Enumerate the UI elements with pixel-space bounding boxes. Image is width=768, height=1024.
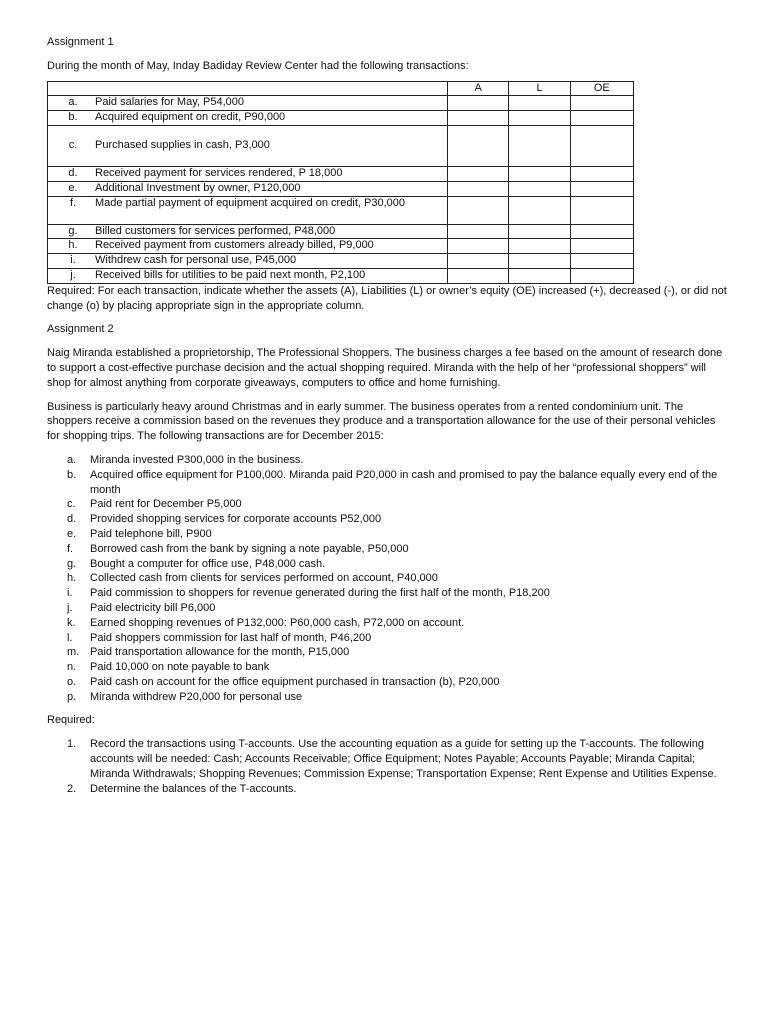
row-text: Acquired equipment on credit, P90,000	[95, 111, 286, 124]
table-row	[48, 125, 634, 166]
list-marker: k.	[67, 616, 76, 629]
list-marker: 2.	[67, 782, 77, 795]
list-text: Acquired office equipment for P100,000. Miranda paid P20,000 in cash and promised to pay the balance equally every end of the month	[90, 468, 718, 496]
row-text: Received bills for utilities to be paid next month, P2,100	[95, 268, 366, 281]
cell-assets[interactable]	[448, 239, 509, 254]
cell-assets[interactable]	[448, 196, 509, 224]
row-letter: d.	[68, 166, 78, 179]
list-item	[47, 527, 727, 542]
cell-owners-equity[interactable]	[570, 166, 633, 181]
cell-owners-equity[interactable]	[570, 268, 633, 283]
list-item	[47, 631, 727, 646]
row-letter: j.	[70, 268, 76, 281]
list-marker: c.	[67, 498, 76, 511]
list-text: Paid shoppers commission for last half of month, P46,200	[90, 631, 372, 644]
list-text: Miranda invested P300,000 in the business.	[90, 453, 304, 466]
list-item	[47, 571, 727, 586]
table-header-row	[48, 81, 634, 96]
cell-liabilities[interactable]	[509, 181, 570, 196]
list-item	[47, 737, 727, 781]
row-text: Made partial payment of equipment acquired on credit, P30,000	[95, 196, 406, 209]
table-row	[48, 254, 634, 269]
row-text: Purchased supplies in cash, P3,000	[95, 139, 270, 152]
cell-owners-equity[interactable]	[570, 196, 633, 224]
table-row	[48, 181, 634, 196]
row-letter: c.	[68, 139, 78, 152]
row-text: Withdrew cash for personal use, P45,000	[95, 254, 297, 267]
list-marker: p.	[67, 690, 77, 703]
cell-assets[interactable]	[448, 224, 509, 239]
assignment2-paragraph-2: Business is particularly heavy around Christmas and in early summer. The business operates from a rented condominium unit. The shoppers receive a commission based on the revenues they produce and a transportation allowance for the use of their personal vehicles for shopping trips. The following transactions are for December 2015:	[47, 400, 716, 443]
table-row	[48, 96, 634, 111]
table-row	[48, 268, 634, 283]
row-letter: i.	[70, 254, 76, 267]
row-letter: h.	[68, 239, 78, 252]
list-text: Paid cash on account for the office equipment purchased in transaction (b), P20,000	[90, 675, 500, 688]
cell-assets[interactable]	[448, 268, 509, 283]
list-marker: b.	[67, 468, 77, 481]
row-text: Received payment from customers already billed, P9,000	[95, 239, 374, 252]
list-text: Paid electricity bill P6,000	[90, 601, 216, 614]
list-item	[47, 586, 727, 601]
cell-owners-equity[interactable]	[570, 239, 633, 254]
cell-liabilities[interactable]	[509, 196, 570, 224]
row-letter: f.	[69, 196, 77, 209]
cell-owners-equity[interactable]	[570, 181, 633, 196]
cell-liabilities[interactable]	[509, 254, 570, 269]
list-text: Paid telephone bill, P900	[90, 527, 212, 540]
list-item	[47, 453, 727, 468]
list-item	[47, 690, 727, 705]
header-assets: A	[448, 81, 509, 96]
list-marker: a.	[67, 453, 77, 466]
cell-assets[interactable]	[448, 254, 509, 269]
cell-liabilities[interactable]	[509, 125, 570, 166]
list-marker: j.	[67, 601, 73, 614]
assignment2-paragraph-1: Naig Miranda established a proprietorship, The Professional Shoppers. The business charges a fee based on the amount of research done to support a cost-effective purchase decision and the actual shopping required. Miranda with the help of her “professional shoppers” will shop for almost anything from corporate giveaways, computers to office and home furnishing.	[47, 347, 723, 389]
cell-liabilities[interactable]	[509, 268, 570, 283]
list-text: Bought a computer for office use, P48,000 cash.	[90, 557, 326, 570]
cell-owners-equity[interactable]	[570, 254, 633, 269]
list-text: Record the transactions using T-accounts. Use the accounting equation as a guide for setting up the T-accounts. The following accounts will be needed: Cash; Accounts Receivable; Office Equipment; Notes Payable; Accounts Payable; Miranda Capital; Miranda Withdrawals; Shopping Revenues; Commission Expense; Transportation Expense; Rent Expense and Utilities Expense.	[90, 738, 717, 780]
table-row	[48, 166, 634, 181]
cell-assets[interactable]	[448, 181, 509, 196]
header-blank-cell	[48, 81, 448, 96]
cell-assets[interactable]	[448, 96, 509, 111]
cell-liabilities[interactable]	[509, 166, 570, 181]
cell-liabilities[interactable]	[509, 111, 570, 126]
list-marker: h.	[67, 572, 77, 585]
row-text: Billed customers for services performed, P48,000	[95, 224, 336, 237]
row-text: Additional Investment by owner, P120,000	[95, 181, 301, 194]
list-text: Paid 10,000 on note payable to bank	[90, 661, 270, 674]
row-letter: g.	[68, 224, 78, 237]
list-item	[47, 616, 727, 631]
row-letter: b.	[68, 111, 78, 124]
list-marker: m.	[67, 646, 80, 659]
list-item	[47, 645, 727, 660]
cell-liabilities[interactable]	[509, 224, 570, 239]
cell-assets[interactable]	[448, 166, 509, 181]
transactions-table	[47, 81, 634, 284]
cell-owners-equity[interactable]	[570, 96, 633, 111]
cell-owners-equity[interactable]	[570, 224, 633, 239]
row-letter: e.	[68, 181, 78, 194]
list-item	[47, 782, 727, 797]
table-row	[48, 239, 634, 254]
row-text: Paid salaries for May, P54,000	[95, 96, 244, 109]
cell-owners-equity[interactable]	[570, 125, 633, 166]
list-text: Paid rent for December P5,000	[90, 498, 242, 511]
list-marker: d.	[67, 513, 77, 526]
list-marker: o.	[67, 675, 77, 688]
list-marker: 1.	[67, 738, 77, 751]
cell-liabilities[interactable]	[509, 96, 570, 111]
header-owners-equity: OE	[570, 81, 633, 96]
cell-assets[interactable]	[448, 111, 509, 126]
list-item	[47, 512, 727, 527]
transaction-list	[47, 453, 727, 705]
list-text: Miranda withdrew P20,000 for personal use	[90, 690, 303, 703]
list-text: Determine the balances of the T-accounts.	[90, 782, 297, 795]
table-row	[48, 224, 634, 239]
list-marker: n.	[67, 661, 77, 674]
assignment1-title: Assignment 1	[47, 36, 114, 48]
list-marker: e.	[67, 527, 77, 540]
cell-liabilities[interactable]	[509, 239, 570, 254]
list-text: Provided shopping services for corporate accounts P52,000	[90, 513, 382, 526]
assignment2-required-label: Required:	[47, 714, 95, 727]
table-row	[48, 111, 634, 126]
row-text: Received payment for services rendered, P 18,000	[95, 166, 343, 179]
list-text: Paid transportation allowance for the month, P15,000	[90, 646, 350, 659]
list-item	[47, 497, 727, 512]
list-item	[47, 468, 727, 498]
list-text: Earned shopping revenues of P132,000: P60,000 cash, P72,000 on account.	[90, 616, 465, 629]
list-text: Collected cash from clients for services performed on account, P40,000	[90, 572, 438, 585]
list-text: Borrowed cash from the bank by signing a note payable, P50,000	[90, 542, 409, 555]
assignment2-title: Assignment 2	[47, 323, 114, 336]
assignment1-required: Required: For each transaction, indicate whether the assets (A), Liabilities (L) or owner’s equity (OE) increased (+), decreased (-), or did not change (o) by placing appropriate sign in the appropriate column.	[47, 284, 727, 312]
assignment1-intro: During the month of May, Inday Badiday Review Center had the following transactions:	[47, 59, 469, 72]
list-marker: g.	[67, 557, 77, 570]
list-marker: l.	[67, 631, 73, 644]
list-marker: i.	[67, 587, 73, 600]
header-liabilities: L	[509, 81, 570, 96]
list-item	[47, 675, 727, 690]
cell-assets[interactable]	[448, 125, 509, 166]
table-row	[48, 196, 634, 224]
list-item	[47, 660, 727, 675]
list-item	[47, 601, 727, 616]
list-text: Paid commission to shoppers for revenue generated during the first half of the month, P18,200	[90, 587, 550, 600]
cell-owners-equity[interactable]	[570, 111, 633, 126]
list-marker: f.	[67, 542, 74, 555]
list-item	[47, 542, 727, 557]
row-letter: a.	[68, 96, 78, 109]
list-item	[47, 557, 727, 572]
document-page	[47, 35, 727, 796]
required-steps-list	[47, 737, 727, 796]
